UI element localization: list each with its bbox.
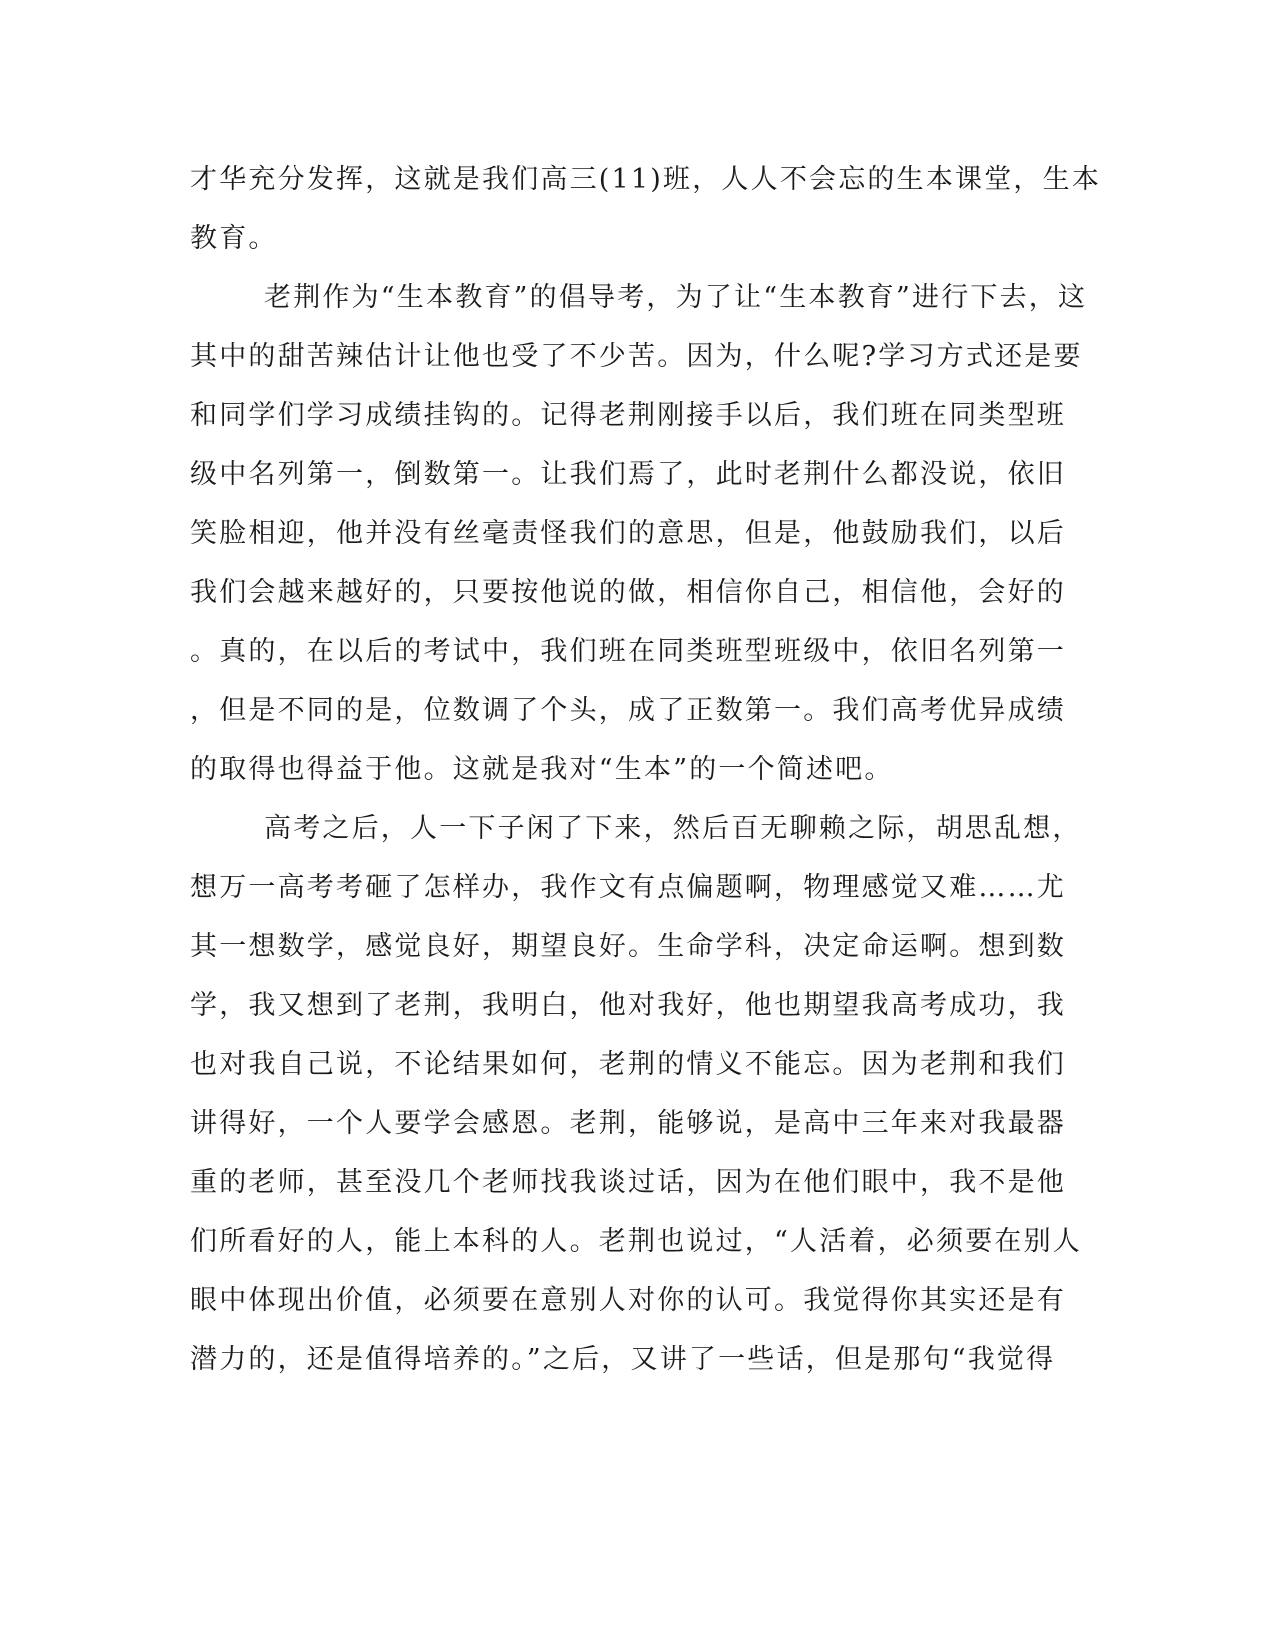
- text-line: 才华充分发挥，这就是我们高三(11)班，人人不会忘的生本课堂，生本: [190, 164, 1102, 195]
- text-line: 潜力的，还是值得培养的。”之后，又讲了一些话，但是那句“我觉得: [190, 1344, 1056, 1375]
- text-line: 们所看好的人，能上本科的人。老荆也说过，“人活着，必须要在别人: [190, 1226, 1083, 1257]
- text-line: 。真的，在以后的考试中，我们班在同类班型班级中，依旧名列第一: [190, 636, 1066, 667]
- text-line: 也对我自己说，不论结果如何，老荆的情义不能忘。因为老荆和我们: [190, 1049, 1066, 1080]
- text-line: 我们会越来越好的，只要按他说的做，相信你自己，相信他，会好的: [190, 577, 1066, 608]
- text-line: 笑脸相迎，他并没有丝毫责怪我们的意思，但是，他鼓励我们，以后: [190, 518, 1066, 549]
- text-line: 其一想数学，感觉良好，期望良好。生命学科，决定命运啊。想到数: [190, 931, 1066, 962]
- text-line: ，但是不同的是，位数调了个头，成了正数第一。我们高考优异成绩: [190, 695, 1066, 726]
- paragraph-first-line: 高考之后，人一下子闲了下来，然后百无聊赖之际，胡思乱想，: [264, 813, 1082, 844]
- paragraph-first-line: 老荆作为“生本教育”的倡导考，为了让“生本教育”进行下去，这: [264, 282, 1088, 313]
- text-line: 学，我又想到了老荆，我明白，他对我好，他也期望我高考成功，我: [190, 990, 1066, 1021]
- text-line: 其中的甜苦辣估计让他也受了不少苦。因为，什么呢?学习方式还是要: [190, 341, 1083, 372]
- text-line: 的取得也得益于他。这就是我对“生本”的一个简述吧。: [190, 754, 894, 785]
- text-line: 教育。: [190, 223, 278, 254]
- text-line: 讲得好，一个人要学会感恩。老荆，能够说，是高中三年来对我最器: [190, 1108, 1066, 1139]
- text-line: 想万一高考考砸了怎样办，我作文有点偏题啊，物理感觉又难……尤: [190, 872, 1066, 903]
- text-line: 重的老师，甚至没几个老师找我谈过话，因为在他们眼中，我不是他: [190, 1167, 1066, 1198]
- text-line: 和同学们学习成绩挂钩的。记得老荆刚接手以后，我们班在同类型班: [190, 400, 1066, 431]
- text-line: 眼中体现出价值，必须要在意别人对你的认可。我觉得你其实还是有: [190, 1285, 1066, 1316]
- text-line: 级中名列第一，倒数第一。让我们焉了，此时老荆什么都没说，依旧: [190, 459, 1066, 490]
